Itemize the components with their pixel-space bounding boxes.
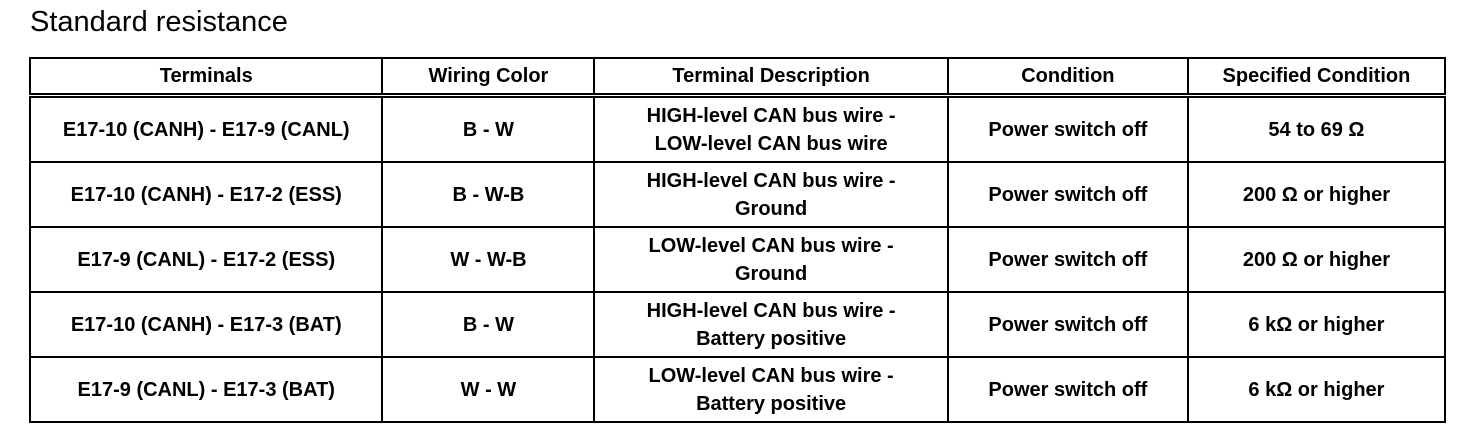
standard-resistance-table <box>29 57 1446 423</box>
cell-condition: Power switch off <box>948 357 1188 422</box>
cell-terminals: E17-9 (CANL) - E17-3 (BAT) <box>30 357 382 422</box>
cell-terminal-description <box>594 357 947 422</box>
description-line: LOW-level CAN bus wire - <box>648 234 894 257</box>
cell-specified-condition: 6 kΩ or higher <box>1188 292 1445 357</box>
description-line: Ground <box>735 262 808 285</box>
cell-wiring-color: B - W <box>382 292 594 357</box>
cell-specified-condition: 200 Ω or higher <box>1188 162 1445 227</box>
description-line: HIGH-level CAN bus wire - <box>646 299 896 322</box>
header-condition: Condition <box>948 58 1188 96</box>
page-title: Standard resistance <box>30 6 288 38</box>
table-row <box>30 227 1445 292</box>
cell-wiring-color: W - W <box>382 357 594 422</box>
table-row <box>30 292 1445 357</box>
table-body <box>30 96 1445 423</box>
header-terminal-description: Terminal Description <box>594 58 947 96</box>
description-line: Battery positive <box>696 327 847 350</box>
cell-wiring-color: B - W-B <box>382 162 594 227</box>
description-line: Ground <box>735 197 808 220</box>
table-header <box>30 58 1445 96</box>
cell-specified-condition: 54 to 69 Ω <box>1188 96 1445 163</box>
description-line: Battery positive <box>696 392 847 415</box>
cell-terminal-description <box>594 96 947 163</box>
cell-wiring-color: W - W-B <box>382 227 594 292</box>
cell-terminals: E17-9 (CANL) - E17-2 (ESS) <box>30 227 382 292</box>
cell-terminal-description <box>594 227 947 292</box>
header-row <box>30 58 1445 96</box>
header-terminals: Terminals <box>30 58 382 96</box>
table-row <box>30 162 1445 227</box>
header-specified-condition: Specified Condition <box>1188 58 1445 96</box>
cell-condition: Power switch off <box>948 162 1188 227</box>
cell-terminals: E17-10 (CANH) - E17-2 (ESS) <box>30 162 382 227</box>
cell-terminals: E17-10 (CANH) - E17-9 (CANL) <box>30 96 382 163</box>
description-line: HIGH-level CAN bus wire - <box>646 169 896 192</box>
cell-condition: Power switch off <box>948 96 1188 163</box>
table-row <box>30 357 1445 422</box>
cell-condition: Power switch off <box>948 227 1188 292</box>
table-row <box>30 96 1445 163</box>
cell-condition: Power switch off <box>948 292 1188 357</box>
cell-specified-condition: 200 Ω or higher <box>1188 227 1445 292</box>
cell-terminal-description <box>594 292 947 357</box>
cell-specified-condition: 6 kΩ or higher <box>1188 357 1445 422</box>
description-line: LOW-level CAN bus wire <box>654 132 888 155</box>
cell-terminal-description <box>594 162 947 227</box>
description-line: LOW-level CAN bus wire - <box>648 364 894 387</box>
cell-terminals: E17-10 (CANH) - E17-3 (BAT) <box>30 292 382 357</box>
description-line: HIGH-level CAN bus wire - <box>646 104 896 127</box>
header-wiring-color: Wiring Color <box>382 58 594 96</box>
cell-wiring-color: B - W <box>382 96 594 163</box>
